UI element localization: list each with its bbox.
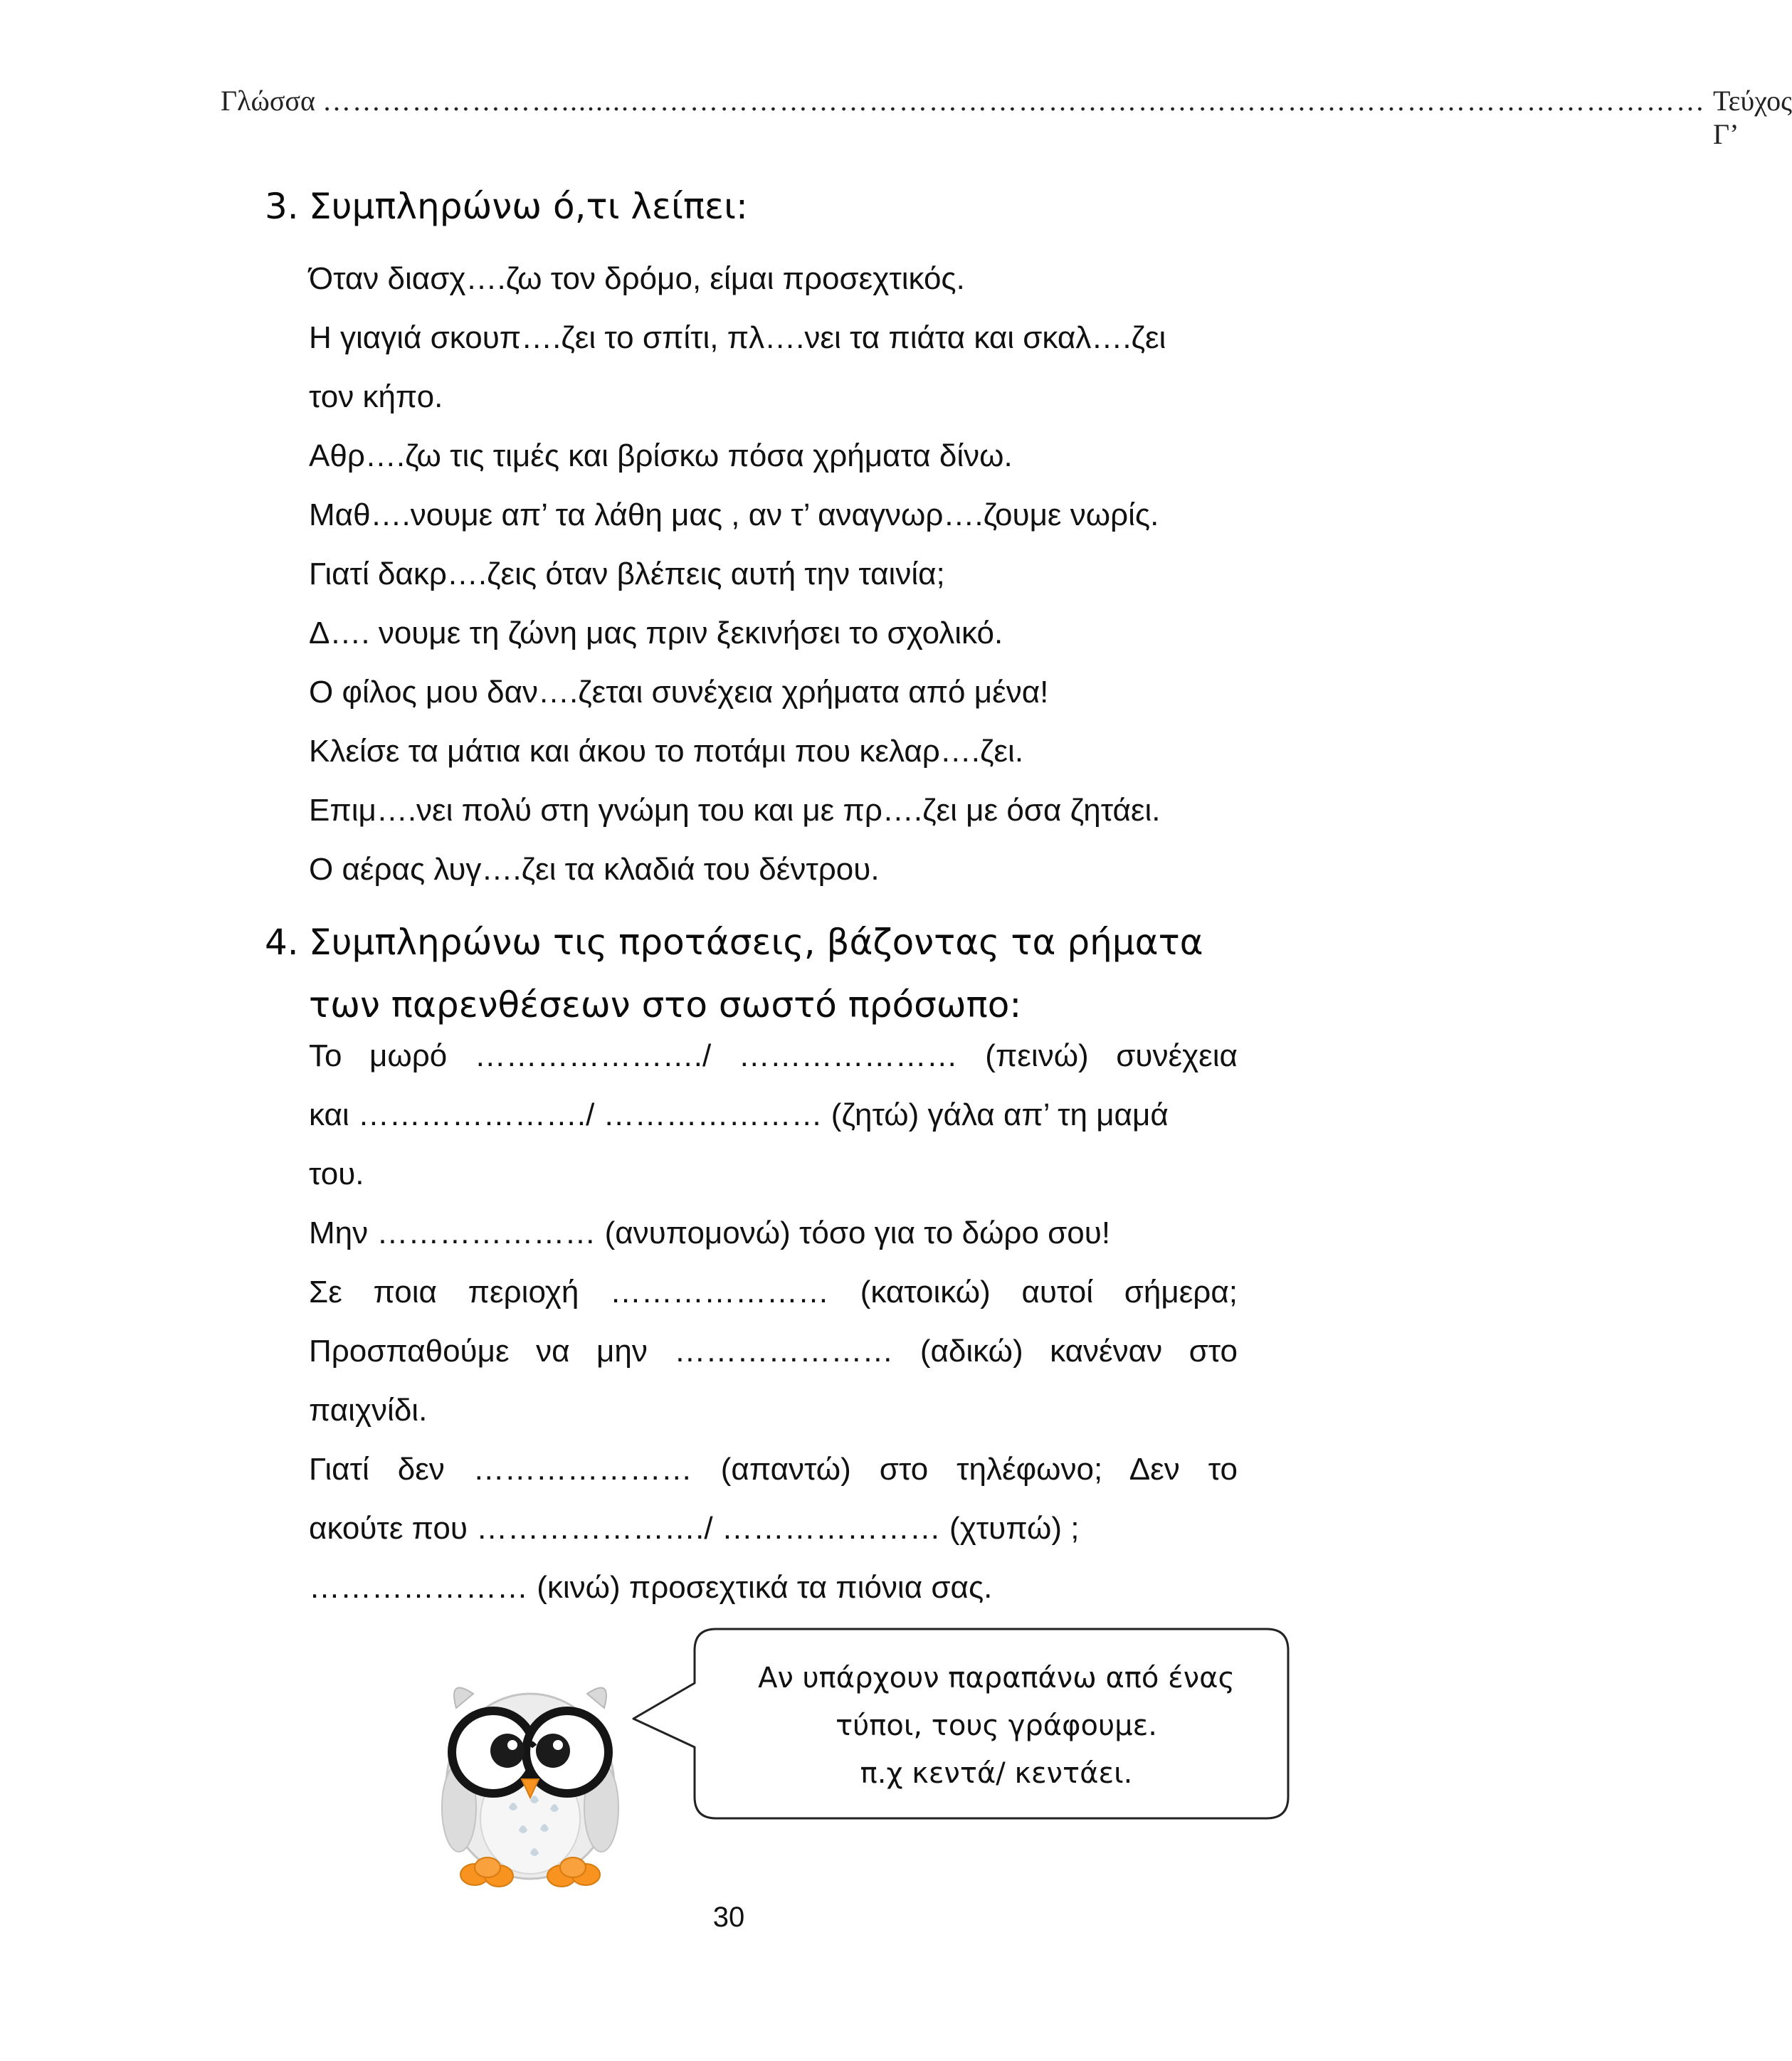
owl-icon [431, 1672, 630, 1886]
exercise-line: παιχνίδι. [309, 1393, 428, 1428]
exercise-line: Επιμ….νει πολύ στη γνώμη του και με πρ….ζει με όσα ζητάει. [309, 793, 1161, 828]
exercise-line: Σε ποια περιοχή ………………… (κατοικώ) αυτοί σήμερα; [309, 1275, 1238, 1309]
exercise-4-instruction: Συμπληρώνω τις προτάσεις, βάζοντας τα ρήματα των παρενθέσεων στο σωστό πρόσωπο: [309, 922, 1203, 1026]
exercise-3-instruction: Συμπληρώνω ό,τι λείπει: [309, 186, 748, 227]
exercise-line: ………………… (κινώ) προσεχτικά τα πιόνια σας. [309, 1570, 993, 1605]
exercise-line: Μαθ….νουμε απ’ τα λάθη μας , αν τ’ αναγνωρ….ζουμε νωρίς. [309, 497, 1159, 532]
exercise-line: του. [309, 1156, 364, 1191]
exercise-line: Το μωρό …………………./ ………………… (πεινώ) συνέχεια [309, 1038, 1238, 1073]
exercise-3-body [309, 249, 1238, 899]
exercise-line: Γιατί δακρ….ζεις όταν βλέπεις αυτή την ταινία; [309, 557, 945, 591]
header-subject: Γλώσσα [221, 85, 315, 117]
exercise-line: Αθρ….ζω τις τιμές και βρίσκω πόσα χρήματα δίνω. [309, 438, 1013, 473]
speech-bubble [626, 1626, 1302, 1833]
header-dot-leader: ……………………........……………………………………………………………………………………………… [322, 85, 1706, 117]
exercise-4-number: 4. [265, 922, 299, 963]
exercise-3-number: 3. [265, 186, 299, 227]
exercise-line: και …………………./ ………………… (ζητώ) γάλα απ’ τη μαμά [309, 1097, 1169, 1132]
exercise-line: Δ…. νουμε τη ζώνη μας πριν ξεκινήσει το σχολικό. [309, 616, 1003, 650]
exercise-line: Γιατί δεν ………………… (απαντώ) στο τηλέφωνο; Δεν το [309, 1452, 1238, 1487]
exercise-4-body [309, 1026, 1238, 1617]
exercise-line: τον κήπο. [309, 379, 443, 414]
exercise-line: Ο αέρας λυγ….ζει τα κλαδιά του δέντρου. [309, 852, 880, 887]
exercise-3-heading [265, 175, 748, 238]
tip-line: π.χ κεντά/ κεντάει. [860, 1757, 1133, 1790]
tip-text [705, 1655, 1288, 1798]
exercise-line: Μην ………………… (ανυπομονώ) τόσο για το δώρο σου! [309, 1216, 1111, 1250]
exercise-line: Όταν διασχ….ζω τον δρόμο, είμαι προσεχτικός. [309, 261, 965, 296]
page-number: 30 [712, 1902, 745, 1933]
tip-line: Αν υπάρχουν παραπάνω από ένας [758, 1662, 1235, 1694]
exercise-4-heading [265, 911, 1247, 1036]
exercise-line: Προσπαθούμε να μην ………………… (αδικώ) κανέναν στο [309, 1334, 1238, 1369]
tip-line: τύποι, τους γράφουμε. [836, 1709, 1157, 1742]
header-issue: Τεύχος Γ’ [1712, 85, 1792, 150]
exercise-line: Ο φίλος μου δαν….ζεται συνέχεια χρήματα από μένα! [309, 675, 1049, 710]
exercise-line: Η γιαγιά σκουπ….ζει το σπίτι, πλ….νει τα πιάτα και σκαλ….ζει [309, 320, 1166, 355]
running-header [221, 84, 1792, 150]
exercise-line: ακούτε που …………………./ ………………… (χτυπώ) ; [309, 1511, 1080, 1546]
exercise-line: Κλείσε τα μάτια και άκου το ποτάμι που κελαρ….ζει. [309, 734, 1024, 769]
